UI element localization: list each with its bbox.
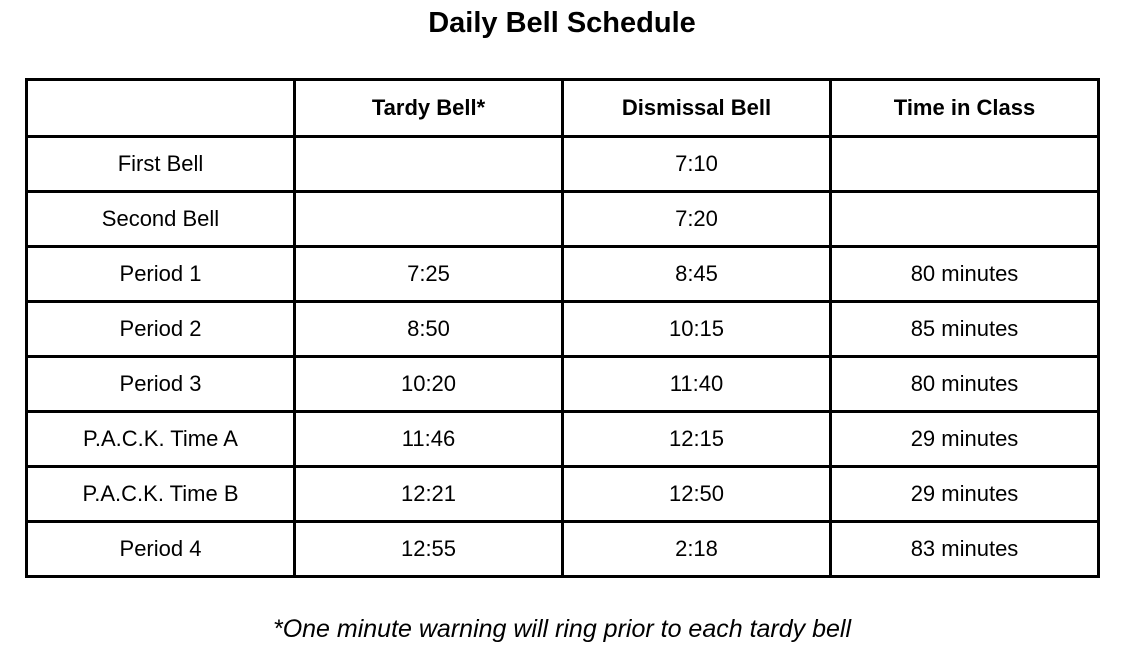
period-cell: Period 4 [27,522,295,577]
period-cell: Second Bell [27,192,295,247]
tardy-bell-cell: 12:55 [295,522,563,577]
dismissal-bell-cell: 10:15 [563,302,831,357]
tardy-bell-cell [295,192,563,247]
period-cell: Period 3 [27,357,295,412]
table-row [27,137,1099,192]
dismissal-bell-cell: 7:10 [563,137,831,192]
table-header-row [27,80,1099,137]
header-period [27,80,295,137]
tardy-bell-cell: 7:25 [295,247,563,302]
dismissal-bell-cell: 7:20 [563,192,831,247]
table-row [27,357,1099,412]
dismissal-bell-cell: 12:50 [563,467,831,522]
time-in-class-cell [831,192,1099,247]
header-time-in-class: Time in Class [831,80,1099,137]
period-cell: P.A.C.K. Time B [27,467,295,522]
bell-schedule-table [25,78,1100,578]
time-in-class-cell: 29 minutes [831,412,1099,467]
time-in-class-cell [831,137,1099,192]
dismissal-bell-cell: 2:18 [563,522,831,577]
table-row [27,302,1099,357]
table-row [27,192,1099,247]
table-row [27,467,1099,522]
page-title: Daily Bell Schedule [428,7,696,39]
table-row [27,247,1099,302]
tardy-bell-cell: 8:50 [295,302,563,357]
time-in-class-cell: 29 minutes [831,467,1099,522]
dismissal-bell-cell: 12:15 [563,412,831,467]
period-cell: Period 2 [27,302,295,357]
period-cell: Period 1 [27,247,295,302]
tardy-bell-cell [295,137,563,192]
period-cell: First Bell [27,137,295,192]
time-in-class-cell: 80 minutes [831,357,1099,412]
tardy-bell-cell: 11:46 [295,412,563,467]
header-dismissal-bell: Dismissal Bell [563,80,831,137]
tardy-bell-cell: 10:20 [295,357,563,412]
period-cell: P.A.C.K. Time A [27,412,295,467]
time-in-class-cell: 83 minutes [831,522,1099,577]
dismissal-bell-cell: 8:45 [563,247,831,302]
tardy-bell-cell: 12:21 [295,467,563,522]
table-row [27,522,1099,577]
time-in-class-cell: 85 minutes [831,302,1099,357]
dismissal-bell-cell: 11:40 [563,357,831,412]
time-in-class-cell: 80 minutes [831,247,1099,302]
header-tardy-bell: Tardy Bell* [295,80,563,137]
footnote: *One minute warning will ring prior to each tardy bell [272,615,852,643]
table-row [27,412,1099,467]
